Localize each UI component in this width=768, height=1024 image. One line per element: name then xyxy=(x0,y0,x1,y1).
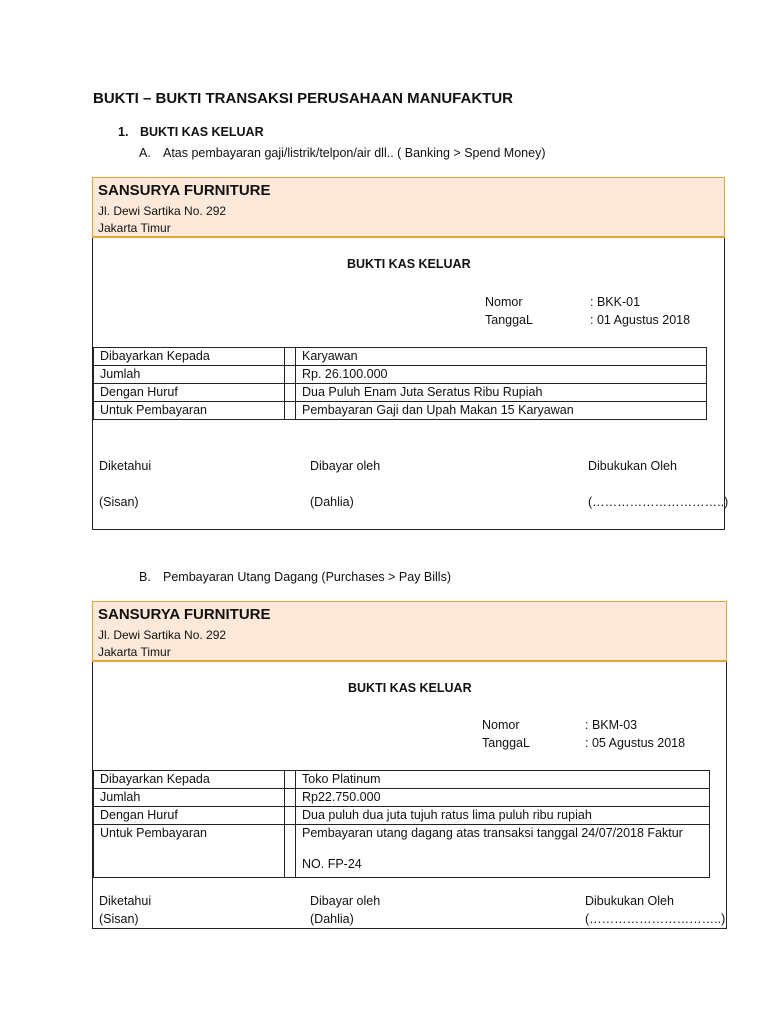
sign-known-label: Diketahui xyxy=(99,459,152,473)
table-row xyxy=(94,825,710,878)
row-label: Jumlah xyxy=(94,366,285,384)
table-row xyxy=(94,789,710,807)
company-name: SANSURYA FURNITURE xyxy=(98,182,271,199)
sign-paid-label: Dibayar oleh xyxy=(310,894,381,908)
row-value: Dua Puluh Enam Juta Seratus Ribu Rupiah xyxy=(296,384,707,402)
sign-known-name: (Sisan) xyxy=(99,912,139,926)
row-value: Pembayaran Gaji dan Upah Makan 15 Karyawan xyxy=(296,402,707,420)
nomor-label: Nomor xyxy=(485,295,523,309)
row-label: Dengan Huruf xyxy=(94,384,285,402)
company-address-line1: Jl. Dewi Sartika No. 292 xyxy=(98,628,227,642)
sign-booked-name: (…………………………..) xyxy=(585,912,726,926)
row-label: Untuk Pembayaran xyxy=(94,825,285,878)
row-label: Untuk Pembayaran xyxy=(94,402,285,420)
company-name: SANSURYA FURNITURE xyxy=(98,606,271,623)
company-address-line2: Jakarta Timur xyxy=(98,221,171,235)
row-spacer xyxy=(285,384,296,402)
section-number: 1. xyxy=(118,125,129,139)
row-spacer xyxy=(285,402,296,420)
nomor-value: : BKM-03 xyxy=(585,718,638,732)
row-label: Dengan Huruf xyxy=(94,807,285,825)
nomor-label: Nomor xyxy=(482,718,520,732)
voucher-title: BUKTI KAS KELUAR xyxy=(348,681,472,695)
sign-paid-name: (Dahlia) xyxy=(310,912,354,926)
voucher-title: BUKTI KAS KELUAR xyxy=(347,257,471,271)
row-value: Rp. 26.100.000 xyxy=(296,366,707,384)
row-value: Rp22.750.000 xyxy=(296,789,710,807)
row-spacer xyxy=(285,348,296,366)
subsection-b-letter: B. xyxy=(139,570,151,584)
table-row xyxy=(94,366,707,384)
nomor-value: : BKK-01 xyxy=(590,295,641,309)
row-label: Jumlah xyxy=(94,789,285,807)
row-value: Karyawan xyxy=(296,348,707,366)
row-value: Toko Platinum xyxy=(296,771,710,789)
row-spacer xyxy=(285,789,296,807)
tanggal-label: TanggaL xyxy=(482,736,530,750)
company-address-line1: Jl. Dewi Sartika No. 292 xyxy=(98,204,227,218)
section-title: BUKTI KAS KELUAR xyxy=(140,125,264,139)
row-value: Dua puluh dua juta tujuh ratus lima puluh ribu rupiah xyxy=(296,807,710,825)
voucher-b-header xyxy=(93,602,726,661)
row-value-line1: Pembayaran utang dagang atas transaksi tanggal 24/07/2018 Faktur xyxy=(302,826,683,840)
row-spacer xyxy=(285,771,296,789)
table-row xyxy=(94,771,710,789)
voucher-b xyxy=(92,601,727,929)
sign-booked-label: Dibukukan Oleh xyxy=(585,894,674,908)
tanggal-value: : 01 Agustus 2018 xyxy=(590,313,691,327)
subsection-b-text: Pembayaran Utang Dagang (Purchases > Pay Bills) xyxy=(163,570,451,584)
subsection-a-text: Atas pembayaran gaji/listrik/telpon/air dll.. ( Banking > Spend Money) xyxy=(163,146,546,160)
sign-booked-label: Dibukukan Oleh xyxy=(588,459,677,473)
voucher-a-header xyxy=(93,178,724,237)
company-address-line2: Jakarta Timur xyxy=(98,645,171,659)
row-spacer xyxy=(285,366,296,384)
sign-known-name: (Sisan) xyxy=(99,495,139,509)
tanggal-value: : 05 Agustus 2018 xyxy=(585,736,686,750)
row-spacer xyxy=(285,825,296,878)
voucher-a xyxy=(92,177,729,530)
row-value-line2: NO. FP-24 xyxy=(302,857,362,871)
table-row xyxy=(94,384,707,402)
sign-booked-name: (…………………………..) xyxy=(588,495,729,509)
table-row xyxy=(94,807,710,825)
voucher-a-details-table xyxy=(93,347,707,420)
page-heading: BUKTI – BUKTI TRANSAKSI PERUSAHAAN MANUFAKTUR xyxy=(93,90,513,107)
row-label: Dibayarkan Kepada xyxy=(94,348,285,366)
subsection-a-letter: A. xyxy=(139,146,151,160)
voucher-b-details-table xyxy=(93,770,710,878)
row-label: Dibayarkan Kepada xyxy=(94,771,285,789)
table-row xyxy=(94,402,707,420)
sign-known-label: Diketahui xyxy=(99,894,152,908)
table-row xyxy=(94,348,707,366)
sign-paid-name: (Dahlia) xyxy=(310,495,354,509)
sign-paid-label: Dibayar oleh xyxy=(310,459,381,473)
row-value-multiline xyxy=(296,825,710,878)
tanggal-label: TanggaL xyxy=(485,313,533,327)
row-spacer xyxy=(285,807,296,825)
